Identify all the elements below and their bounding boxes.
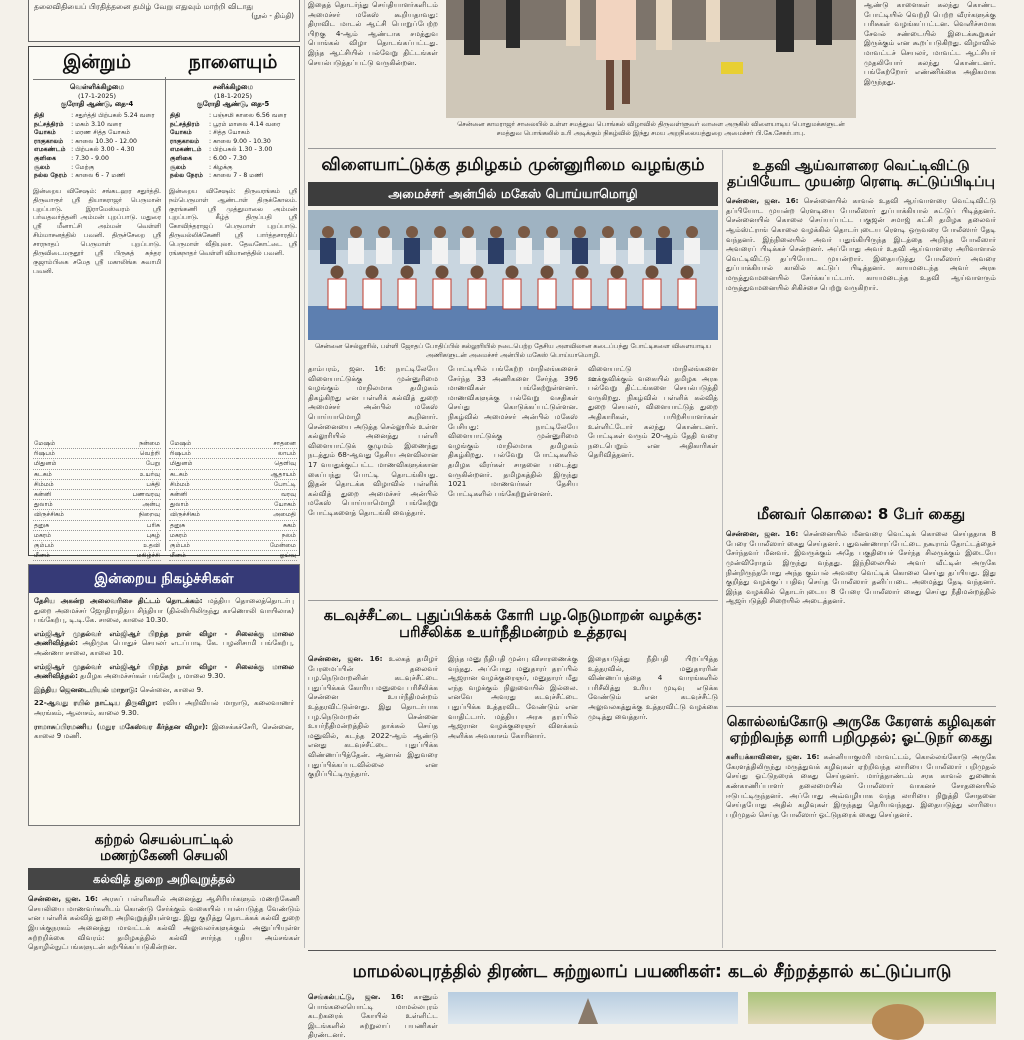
rasi-row: மீனம் மகிழ்ச்சி — [34, 552, 160, 560]
rasi-row: விருச்சிகம் நிறைவு — [34, 511, 160, 519]
fisher-headline: மீனவர் கொலை: 8 பேர் கைது — [756, 505, 966, 523]
kerala-body: களியக்காவிளை, ஜன. 16: கன்னியாகுமரி மாவட்டம், கொல்லங்கோடு அருகே கேரளத்திலிருந்து மருத்துவக் கழிவுகள் ஏற்றிவந்த லாரியை போலீஸார் பறிமுதல் செய்து ஓட்டுநரைக் கைது செய்தனர். மார்த்தாண்டம் சரக காவல் துணைக் கண்காணிப்பாளர் தலைமையில் போலீஸார் வாகனச் சோதனையில் ஈடுபட்டிருந்தனர். அப்போது அவ்வழியாக வந்த லாரியை நிறுத்தி சோதனை செய்தபோது அதில் கழிவுகள் இருந்தது தெரியவந்தது. இதையடுத்து லாரியை பறிமுதல் செய்த போலீஸார் ஓட்டுநரைக் கைது செய்தனர். — [726, 752, 996, 819]
rasi-row: ரிஷபம் லாபம் — [170, 450, 296, 458]
edu-headline-2: மணற்கேணி செயலி — [99, 848, 229, 865]
rasi-row: சிம்மம் போட்டி — [170, 480, 296, 488]
today-date: (17-1-2025) — [77, 92, 117, 100]
rowdy-article — [726, 150, 996, 500]
events-list — [29, 593, 299, 750]
tomorrow-row: எமகண்டம் : பிற்பகல் 1.30 - 3.00 — [170, 146, 273, 154]
event-item: தேசிய அகன்ற அலைவரிசை திட்டம் தொடக்கம்: மத்திய தொலைத்தொடர்பு துறை அமைச்சர் ஜோதிராதித்ய சிந்தியா (தில்லியிலிருந்து காணொலி வாயிலாக) பங்கேற்பு, டி.டி.கே. சாலை, காலை 10.30. — [34, 597, 294, 625]
sports-team-photo — [308, 210, 718, 340]
mamallapuram-photo-2 — [748, 992, 996, 1024]
panchang-today — [33, 83, 161, 455]
quote-box — [28, 0, 300, 42]
bottom-article — [308, 952, 996, 1040]
rasi-row: மகரம் புகழ் — [34, 531, 160, 539]
kerala-headline-1: கொல்லங்கோடு அருகே கேரளக் கழிவுகள் — [726, 714, 996, 730]
rasi-row: கும்பம் மேன்மை — [170, 542, 296, 550]
events-box — [28, 564, 300, 826]
rasi-row: கடகம் ஆதாயம் — [170, 470, 296, 478]
today-tamil-date: குரோதி ஆண்டு, தை-4 — [60, 100, 134, 108]
sports-caption: சென்னை செல்லூரில், பள்ளி ஜோதப் போதிப்பில் கல்லூரியில் நடைபெற்ற தேசிய அளவிலான கடைப்பந்து போட்டிகளை விளையாடிய அணிகளுடன் அமைச்சர் அன்பில் மகேஸ் பொய்யாமொழி. — [314, 342, 712, 359]
court-headline-1: கடவுச்சீட்டை புதுப்பிக்கக் கோரி பழ.நெடுமாறன் வழக்கு: — [323, 608, 703, 624]
tomorrow-row: நல்ல நேரம் : காலை 7 - 8 மணி — [170, 172, 264, 180]
rasi-row: மிதுனம் தெளிவு — [170, 460, 296, 468]
events-title: இன்றைய நிகழ்ச்சிகள் — [29, 565, 299, 593]
rowdy-body: சென்னை, ஜன. 16: சென்னையில் காவல் உதவி ஆய்வாளரை வெட்டிவிட்டு தப்பியோட முயன்ற ரௌடியை போலீஸார் துப்பாக்கியால் சுட்டுப் பிடித்தனர். சென்னையில் கொலை செய்யப்பட்ட பகுஜன் சமாஜ் கட்சி தமிழக தலைவர் ஆம்ஸ்ட்ராங் கொலை வழக்கில் தொடர்புடைய ரௌடி ஒருவரை போலீஸார் தேடி வந்தனர். இந்நிலையில் அவர் பதுங்கியிருந்த இடத்தை அறிந்த போலீஸார் அவரைப் பிடிக்கச் சென்றனர். அப்போது அவர் உதவி ஆய்வாளரை அரிவாளால் வெட்டிவிட்டு தப்பியோட முயன்றார். இதையடுத்து போலீஸார் அவரை துப்பாக்கியால் காலில் சுட்டுப் பிடித்தனர். காயமடைந்த அவர் அரசு மருத்துவமனையில் சேர்க்கப்பட்டார். காயமடைந்த உதவி ஆய்வாளரும் மருத்துவமனையில் சிகிச்சை பெற்று வருகிறார். — [726, 196, 996, 292]
sports-headline: விளையாட்டுக்கு தமிழகம் முன்னுரிமை வழங்கும் — [321, 155, 705, 175]
tomorrow-row: சூலம் : கிழக்கு — [170, 163, 233, 171]
court-headline-2: பரிசீலிக்க உயர்நீதிமன்றம் உத்தரவு — [399, 624, 627, 641]
tomorrow-row: யோகம் : சித்த யோகம் — [170, 129, 250, 137]
panchang-box — [28, 46, 300, 560]
today-row: குளிகை : 7.30 - 9.00 — [34, 154, 109, 162]
rasi-row: மிதுனம் பேறு — [34, 460, 160, 468]
tomorrow-day: சனிக்கிழமை — [212, 83, 254, 91]
today-row: நட்சத்திரம் : மகம் 3.10 வரை — [34, 120, 122, 128]
edu-body: சென்னை, ஜன. 16: அரசுப் பள்ளிகளில் அனைத்து ஆசிரியர்களும் மணற்கேணி செயலியை மாணவர்களிடம் கொண்டு சேர்க்கும் வகையில் பயன்படுத்த வேண்டும் என பள்ளிக் கல்வித் துறை அறிவுறுத்தியுள்ளது. இது குறித்து தொடக்கக் கல்வி துறை இயக்குநரகம் அனைத்து மாவட்டக் கல்வி அலுவலர்களுக்கும் அனுப்பியுள்ள சுற்றறிக்கை விவரம்: தமிழகத்தில் கல்வி சார்ந்த புதிய அம்சங்கள் தொழில்நுட்பங்களுடன் கற்பிக்கப்படுகின்றன. — [28, 894, 300, 952]
rasi-row: மேஷம் சாதனை — [170, 440, 296, 447]
rasi-row: மகரம் நலம் — [170, 531, 296, 539]
bottom-headline: மாமல்லபுரத்தில் திரண்ட சுற்றுலாப் பயணிகள்: கடல் சீற்றத்தால் கட்டுப்பாடு — [352, 962, 952, 982]
court-col-2: இந்த மனு நீதிபதி முன்பு விசாரணைக்கு வந்தது. அப்போது மனுதாரர் தரப்பில் ஆஜரான வழக்குரைஞர், மனுதாரர் மீது எந்த வழக்கும் நிலுவையில் இல்லை. எனவே அவரது கடவுச்சீட்டை புதுப்பிக்க உத்தரவிட வேண்டும் என வாதிட்டார். மத்திய அரசு தரப்பில் ஆஜரான வழக்குரைஞர் விளக்கம் அளிக்க அவகாசம் கோரினார். — [448, 654, 578, 740]
kerala-headline-2: ஏற்றிவந்த லாரி பறிமுதல்; ஓட்டுநர் கைது — [729, 730, 993, 747]
sports-article — [308, 150, 718, 600]
rasi-row: மேஷம் நன்மை — [34, 440, 160, 447]
event-item: 22-ஆவது ரயில் நாட்டிய திருவிழா: ரவிய அறிவியல் மாநாடு, கலைவாணர் அரங்கம், ஆலாசம், காலை 9.30. — [34, 699, 294, 717]
today-row: திதி : சதுர்த்தி பிற்பகல் 5.24 வரை — [34, 112, 155, 119]
rasi-row: மீனம் ஓய்வு — [170, 552, 296, 560]
quote-text: தலைவிதியைப் பிரதித்தனை தமிழ் வேறு எதுவும் மாற்றி விடாது — [34, 2, 254, 11]
rasi-row: துலாம் அன்பு — [34, 501, 160, 509]
rowdy-headline-1: உதவி ஆய்வாளரை வெட்டிவிட்டு — [752, 158, 970, 174]
quote-source: (நூல் - திம்தி) — [251, 11, 294, 20]
panchang-title-tomorrow: நாளையும் — [188, 51, 278, 73]
kerala-article — [726, 708, 996, 948]
tomorrow-row: திதி : பஞ்சமி காலை 6.56 வரை — [170, 112, 287, 119]
today-row: சூலம் : மேற்கு — [34, 163, 95, 171]
rasi-row: தனுசு சுகம் — [170, 521, 296, 529]
tomorrow-tamil-date: குரோதி ஆண்டு, தை-5 — [196, 100, 270, 108]
rasi-row: துலாம் யோகம் — [170, 501, 296, 509]
pongal-photo — [446, 0, 856, 118]
today-paragraph: இன்றைய விசேஷம்: சங்கடஹர சதுர்த்தி. திருவாரூர் ஸ்ரீ தியாகராஜர் பெருமான் புறப்பாடு. இராமேஸ்வரம் ஸ்ரீ பர்வதவர்த்தனி அம்மன் புறப்பாடு. மதுரை ஸ்ரீ மீனாட்சி அம்மன் வெள்ளி சிம்மாசனத்தில் பவனி. திருச்சேறை ஸ்ரீ சாரநாதப் பெருமாள் புறப்பாடு. திருவிடைமருதூர் ஸ்ரீ பிருகத் சுந்தர குஜாம்பிகை சமேத ஸ்ரீ மகாலிங்க சுவாமி பவனி. — [33, 186, 161, 275]
edu-headline-1: கற்றல் செயல்பாட்டில் — [94, 832, 234, 848]
tomorrow-table — [169, 112, 297, 181]
sports-col-2: போட்டியில் பங்கேற்ற மாநிலங்களைச் சேர்ந்த 33 அணிகளை சேர்ந்த 396 மாணவிகள் பங்கேற்றுள்ளனர். மாணவிகளுக்கு பல்வேறு வசதிகள் செய்து கொடுக்கப்பட்டுள்ளன. நிகழ்வில் அமைச்சர் அன்பில் மகேஸ் பேசியது: நாட்டிலேயே விளையாட்டுக்கு முன்னுரிமை வழங்கும் மாநிலமாக தமிழகம் திகழ்கிறது. பல்வேறு போட்டிகளில் தமிழக வீரர்கள் சாதனை படைத்து வருகின்றனர். தமிழகத்தில் இருந்து 1021 மாணவர்கள் தேசிய போட்டிகளில் பங்கேற்றுள்ளனர். — [448, 364, 578, 498]
court-article — [308, 602, 718, 948]
panchang-tomorrow — [169, 83, 297, 455]
rowdy-headline-2: தப்பியோட முயன்ற ரௌடி சுட்டுப்பிடிப்பு — [727, 174, 995, 191]
top-middle-text: இதைத் தொடர்ந்து செய்தியாளர்களிடம் அமைச்சர் மகேஸ் கூறியதாவது: திராவிட மாடல் ஆட்சி பொறுப்பேற்ற பிறகு 4-ஆம் ஆண்டாக சமத்துவ பொங்கல் விழா தொடங்கப்பட்டது. இந்த ஆட்சியில் பல்வேறு திட்டங்கள் செயல்படுத்தப்பட்டு வருகின்றன. — [308, 0, 438, 67]
fisher-article — [726, 500, 996, 705]
event-item: இந்திய ஜெனடையியல் மாநாடு: சென்னை, காலை 9. — [34, 685, 204, 694]
rasi-row: கன்னி பணவரவு — [34, 491, 160, 499]
bottom-body: செங்கல்பட்டு, ஜன. 16: காணும் பொங்கலையொட்டி மாமல்லபுரம் கடற்கரைக் கோயில் உள்ளிட்ட இடங்களில் சுற்றுலாப் பயணிகள் திரண்டனர். — [308, 992, 438, 1040]
event-item: ராமாசுப்பிரமணிய (மதுர மகேஸ்வர கீர்த்தன விழா): இசைக்கச்சேரி, சென்னை, காலை 9 மணி. — [34, 722, 294, 741]
today-row: நல்ல நேரம் : காலை 6 - 7 மணி — [34, 172, 126, 180]
tomorrow-row: குளிகை : 6.00 - 7.30 — [170, 154, 247, 162]
right-top-text: ஆண்டு காளைகள் கலந்து கொண்ட போட்டியில் வெற்றி பெற்ற வீரர்களுக்கு பரிசுகள் வழங்கப்பட்டன. வெளிச்சமாக சேவல் சண்டையில் இடைக்கூறுகள் இருக்கும் என கூறப்படுகிறது. விழாவில் மாவட்டச் செயலர், மாவட்ட ஆட்சியர் முதலியோர் கலந்து கொண்டனர். பங்கேற்றோர் எண்ணிக்கை அதிகமாக இருந்தது. — [864, 0, 996, 86]
rasi-row: சிம்மம் பக்தி — [34, 480, 160, 488]
rasi-row: ரிஷபம் வெற்றி — [34, 450, 160, 458]
rasi-row: விருச்சிகம் அமைதி — [170, 511, 296, 519]
edu-article — [28, 830, 300, 1024]
court-col-1: சென்னை, ஜன. 16: உலகத் தமிழர் பேரமைப்பின் தலைவர் பழ.நெடுமாறனின் கடவுச்சீட்டை புதுப்பிக்கக் கோரிய மனுவை பரிசீலிக்க சென்னை உயர்நீதிமன்றம் உத்தரவிட்டுள்ளது. இது தொடர்பாக பழ.நெடுமாறன் சென்னை உயர்நீதிமன்றத்தில் தாக்கல் செய்த மனுவில், கடந்த 2022-ஆம் ஆண்டு எனது கடவுச்சீட்டை புதுப்பிக்க விண்ணப்பித்தேன். ஆனால் இதுவரை புதுப்பிக்கப்படவில்லை என குறிப்பிட்டிருந்தார். — [308, 654, 438, 779]
fisher-body: சென்னை, ஜன. 16: சென்னையில் மீனவரை வெட்டிக் கொலை செய்ததாக 8 பேரை போலீஸார் கைது செய்தனர். புதுவண்ணாரப்பேட்டை நகூராம் தோட்டத்தைச் சேர்ந்தவர் மீனவர். இவருக்கும் அதே பகுதியைச் சேர்ந்த சிலருக்கும் இடையே முன்விரோதம் இருந்து வந்தது. இந்நிலையில் அவர் வீட்டின் அருகே நின்றிருந்தபோது அந்த கும்பல் அவரை வெட்டிக் கொலை செய்து தப்பியது. இது குறித்து வழக்குப் பதிவு செய்த போலீஸார் தனிப்படை அமைத்து தேடி வந்தனர். இந்த வழக்கில் தொடர்புடைய 8 பேரை போலீஸார் கைது செய்து நீதிமன்றத்தில் ஆஜர்படுத்தி சிறையில் அடைத்தனர். — [726, 529, 997, 606]
left-column — [28, 0, 300, 1024]
tomorrow-paragraph: இன்றைய விசேஷம்: திருவரங்கம் ஸ்ரீ நம்பெருமாள் ஆண்டாள் திருக்கோலம். குரங்கணி ஸ்ரீ முத்துமாலை அம்மன் புறப்பாடு. கீழ்த் திருப்பதி ஸ்ரீ கோவிந்தராஜப் பெருமாள் புறப்பாடு. திருவல்லிக்கேணி ஸ்ரீ பார்த்தசாரதிப் பெருமாள் வீதியுலா. தேவகோட்டை ஸ்ரீ ரங்கநாதர் வெள்ளி விமானத்தில் பவனி. — [169, 186, 297, 258]
tomorrow-row: ராகுகாலம் : காலை 9.00 - 10.30 — [170, 137, 271, 145]
court-col-3: இதையடுத்து நீதிபதி பிறப்பித்த உத்தரவில், மனுதாரரின் விண்ணப்பத்தை 4 வாரங்களில் பரிசீலித்து உரிய முடிவு எடுக்க வேண்டும் என கடவுச்சீட்டு அலுவலகத்துக்கு உத்தரவிட்டு வழக்கை முடித்து வைத்தார். — [588, 654, 718, 721]
event-item: எம்ஜிஆர் முதல்வர் எம்ஜிஆர் பிறந்த நாள் விழா - சிலைக்கு மாலை அணிவித்தல்: தமிழக அமைச்சர்கள் பங்கேற்பு, மாலை 9.30. — [34, 662, 294, 681]
rasi-row: கும்பம் உதவி — [34, 542, 160, 550]
rasi-row: கன்னி வரவு — [170, 491, 296, 499]
rasi-list-today — [33, 439, 161, 560]
tomorrow-row: நட்சத்திரம் : பூரம் மாலை 4.14 வரை — [170, 120, 281, 128]
sports-band: அமைச்சர் அன்பில் மகேஸ் பொய்யாமொழி — [308, 182, 718, 206]
pongal-photo-caption: சென்னை காமராஜர் சாலையில் உள்ள சமத்துவ பொங்கல் விழாவில் திருவள்ளுவர் வாளை அருகில் விளையாடிய பொதுமக்களுடன் சமத்துவ பொங்கலில் உரி அடிக்கும் நிகழ்வில் இந்து சமய அறநிலையத்துறை அமைச்சர் பி.கே.சேகர்பாபு. — [457, 120, 845, 137]
today-row: எமகண்டம் : பிற்பகல் 3.00 - 4.30 — [34, 146, 135, 154]
tomorrow-date: (18-1-2025) — [213, 92, 253, 100]
today-row: ராகுகாலம் : காலை 10.30 - 12.00 — [34, 137, 137, 145]
mamallapuram-photo-1 — [448, 992, 738, 1024]
edu-band: கல்வித் துறை அறிவுறுத்தல் — [28, 868, 300, 890]
today-day: வெள்ளிக்கிழமை — [69, 83, 125, 91]
panchang-title-today: இன்றும் — [62, 51, 132, 73]
sports-col-3: விளையாட்டு மாநிலங்களை ஊக்குவிக்கும் வகையில் தமிழக அரசு பல்வேறு திட்டங்களை செயல்படுத்தி வருகிறது. நிகழ்வில் பள்ளிக் கல்வித் துறை செயலர், விளையாட்டுத் துறை அதிகாரிகள், பயிற்சியாளர்கள் உள்ளிட்டோர் கலந்து கொண்டனர். போட்டிகள் வரும் 20-ஆம் தேதி வரை நடைபெறும் என அதிகாரிகள் தெரிவித்தனர். — [588, 364, 718, 460]
today-table — [33, 112, 161, 181]
today-row: யோகம் : மரண சித்த யோகம் — [34, 129, 130, 137]
rasi-list-tomorrow — [169, 439, 297, 560]
sports-col-1: தாம்பரம், ஜன. 16: நாட்டிலேயே விளையாட்டுக்கு முன்னுரிமை வழங்கும் மாநிலமாக தமிழகம் திகழ்கிறது என பள்ளிக் கல்வித் துறை அமைச்சர் அன்பில் மகேஸ் பொய்யாமொழி கூறினார். சென்னையை அடுத்த செல்லூரில் உள்ள கல்லூரியில் அனைத்து பள்ளி விளையாட்டுக் குழுமம் இணைந்து நடத்தும் 68-ஆவது தேசிய அளவிலான 17 வயதுக்குட்பட்ட மாணவிகளுக்கான கைப்பந்து போட்டி தொடங்கியது. இதன் தொடக்க விழாவில் பள்ளிக் கல்வித் துறை அமைச்சர் அன்பில் மகேஸ் பொய்யாமொழி பங்கேற்று போட்டிகளைத் தொடங்கி வைத்தார். — [308, 364, 438, 517]
rasi-row: தனுசு பரிசு — [34, 521, 160, 529]
event-item: எம்ஜிஆர் முதல்வர் எம்ஜிஆர் பிறந்த நாள் விழா - சிலைக்கு மாலை அணிவித்தல்: அதிமுக பொதுச் செயலர் எடப்பாடி கே. பழனிசாமி பங்கேற்பு, அண்ணா சாலை, காலை 10. — [34, 629, 294, 657]
rasi-row: கடகம் உயர்வு — [34, 470, 160, 478]
